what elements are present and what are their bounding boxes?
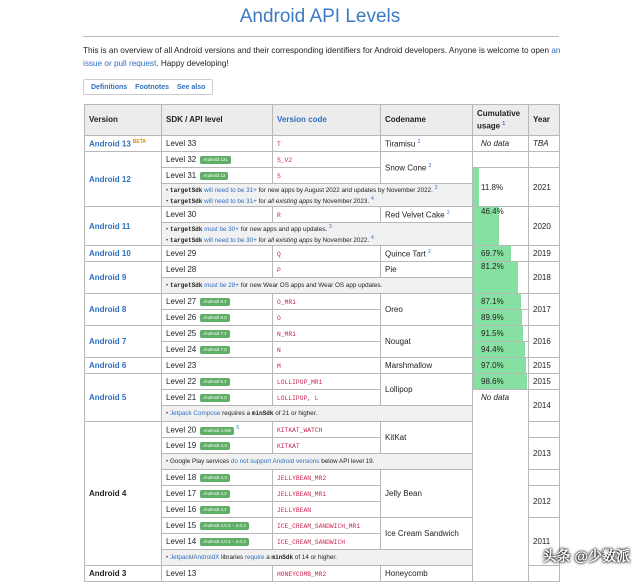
usage-value: No data: [481, 139, 510, 148]
sdk-cell: [162, 502, 273, 518]
version-code: JELLYBEAN_MR2: [277, 475, 327, 483]
header-cumulative: [473, 105, 529, 136]
code-cell: [273, 566, 381, 582]
tab-footnotes[interactable]: Footnotes: [135, 83, 169, 91]
level-label: Level 16: [166, 505, 197, 515]
version-badge: Android 4.0.3 – 4.0.4: [200, 522, 249, 530]
level-label: Level 13: [166, 569, 197, 579]
usage-cell: [473, 168, 529, 207]
usage-cell: [473, 358, 529, 374]
release-notes: [162, 550, 473, 566]
footnote-ref[interactable]: 2: [446, 209, 450, 216]
sdk-cell: [162, 374, 273, 390]
version-link[interactable]: Android 8: [85, 294, 162, 326]
level-label: Level 27: [166, 297, 197, 307]
note-text: requires a: [222, 410, 251, 418]
version-code: S_V2: [277, 157, 293, 164]
year-cell: [529, 470, 560, 486]
note-code: targetSdk: [169, 198, 203, 206]
usage-cell: [473, 390, 529, 582]
table-row: [85, 294, 560, 310]
codename: Snow Cone: [385, 163, 427, 173]
header-codename: Codename: [381, 105, 473, 136]
usage-cell: [473, 294, 529, 310]
codename: Tiramisu: [385, 139, 416, 149]
version-link[interactable]: Android 9: [85, 262, 162, 294]
usage-value: 97.0%: [481, 361, 504, 371]
code-cell: [273, 310, 381, 326]
version-code: S: [277, 173, 281, 180]
note-code: minSdk: [251, 410, 274, 418]
code-cell: [273, 486, 381, 502]
version-code: N_MR1: [277, 331, 296, 339]
release-notes: [162, 184, 473, 207]
version-link[interactable]: Android 10: [85, 246, 162, 262]
level-label: Level 20: [166, 425, 197, 435]
year-cell: 2016: [529, 326, 560, 358]
version-code: KITKAT: [277, 443, 300, 451]
usage-value: 91.5%: [481, 329, 504, 339]
version-badge: Android 4.4W: [200, 427, 234, 435]
release-notes: [162, 454, 473, 470]
version-code: LOLLIPOP_MR1: [277, 379, 323, 387]
watermark: 头条 @少数派: [542, 548, 630, 564]
level-label: Level 19: [166, 441, 197, 451]
footnote-ref[interactable]: 4: [370, 235, 374, 242]
sdk-cell: [162, 207, 273, 223]
table-row: [85, 246, 560, 262]
version-badge: Android 4.4: [200, 442, 230, 450]
version-label: Android 4: [85, 422, 162, 566]
sdk-cell: [162, 246, 273, 262]
table-header-row: [85, 105, 560, 136]
usage-cell: [473, 207, 529, 246]
code-cell: [273, 534, 381, 550]
sdk-cell: [162, 310, 273, 326]
version-label[interactable]: Android 13: [89, 139, 131, 149]
note-text: by November 2023.: [314, 198, 370, 206]
level-label: Level 21: [166, 393, 197, 403]
note-item: [166, 184, 468, 195]
version-link[interactable]: [85, 136, 162, 152]
version-badge: Android 5.0: [200, 394, 230, 402]
note-text: by November 2022.: [314, 237, 370, 245]
sdk-cell: [162, 422, 273, 438]
note-item: [166, 457, 468, 466]
sdk-cell: [162, 262, 273, 278]
header-cumulative-label: Cumulative usage: [477, 108, 521, 131]
year-cell: [529, 152, 560, 168]
sdk-cell: [162, 390, 273, 406]
version-link[interactable]: Android 6: [85, 358, 162, 374]
footnote-ref[interactable]: 3: [328, 224, 332, 231]
level-label: Level 22: [166, 377, 197, 387]
note-text: for: [258, 198, 266, 206]
code-cell: [273, 518, 381, 534]
level-label: Level 26: [166, 313, 197, 323]
note-text: libraries: [221, 554, 244, 562]
release-notes: [162, 406, 473, 422]
version-badge: Android 7.0: [200, 346, 230, 354]
usage-value: 69.7%: [481, 249, 504, 259]
code-cell: [273, 207, 381, 223]
year-cell: 2018: [529, 262, 560, 294]
codename-cell: [381, 207, 473, 223]
code-cell: [273, 246, 381, 262]
page-title: Android API Levels: [239, 6, 401, 27]
code-cell: [273, 326, 381, 342]
note-link[interactable]: Jetpack Compose: [169, 410, 221, 418]
year-cell: 2017: [529, 294, 560, 326]
code-cell: [273, 438, 381, 454]
usage-cell: [473, 326, 529, 342]
usage-value: 98.6%: [481, 377, 504, 387]
code-cell: [273, 358, 381, 374]
version-badge: Android 8.0: [200, 314, 230, 322]
usage-cell: [473, 152, 529, 168]
version-badge: Android 4.0.1 – 4.0.2: [200, 538, 249, 546]
level-label: Level 15: [166, 521, 197, 531]
usage-cell: [473, 136, 529, 152]
issue-link[interactable]: an issue or pull request: [83, 46, 561, 68]
sdk-cell: [162, 168, 273, 184]
codename: Quince Tart: [385, 249, 426, 259]
usage-value: 46.4%: [481, 207, 504, 217]
sdk-cell: [162, 326, 273, 342]
sdk-cell: [162, 566, 273, 582]
note-link[interactable]: must be 28+: [204, 282, 239, 290]
footnote-ref[interactable]: 1: [502, 120, 506, 127]
code-cell: [273, 470, 381, 486]
version-code: HONEYCOMB_MR2: [277, 571, 327, 579]
beta-badge: BETA: [132, 138, 147, 145]
level-label: Level 28: [166, 265, 197, 275]
year-cell: 2013: [529, 438, 560, 470]
year-cell: 2014: [529, 390, 560, 422]
version-badge: Android 4.1: [200, 506, 230, 514]
code-cell: [273, 168, 381, 184]
version-link[interactable]: Android 11: [85, 207, 162, 246]
table-row: [85, 262, 560, 278]
footnote-ref[interactable]: 2: [417, 138, 421, 145]
note-code: targetSdk: [169, 226, 203, 234]
version-badge: Android 8.1: [200, 298, 230, 306]
release-notes: [162, 223, 473, 246]
code-cell: [273, 136, 381, 152]
version-code: T: [277, 141, 281, 148]
intro-suffix: . Happy developing!: [156, 59, 229, 68]
year-cell: 2015: [529, 374, 560, 390]
year-cell: 2015: [529, 358, 560, 374]
note-link[interactable]: will need to be 31+: [204, 198, 257, 206]
note-text: below API level 19.: [321, 458, 375, 466]
sdk-cell: [162, 294, 273, 310]
level-label: Level 29: [166, 249, 197, 259]
version-code: N: [277, 347, 281, 355]
codename-cell: Jelly Bean: [381, 470, 473, 518]
codename-cell: Ice Cream Sandwich: [381, 518, 473, 550]
usage-value: 87.1%: [481, 297, 504, 307]
note-link[interactable]: will need to be 31+: [204, 187, 257, 195]
codename-cell: [381, 152, 473, 184]
version-link[interactable]: Android 5: [85, 374, 162, 422]
codename: Red Velvet Cake: [385, 210, 445, 220]
year-cell: 2020: [529, 207, 560, 246]
sdk-cell: [162, 152, 273, 168]
note-code: targetSdk: [169, 187, 203, 195]
version-badge: Android 4.3: [200, 474, 230, 482]
level-label: Level 31: [166, 171, 197, 180]
version-code: ICE_CREAM_SANDWICH_MR1: [277, 523, 361, 531]
usage-value: 11.8%: [481, 182, 504, 192]
note-link[interactable]: do not support Android versions: [230, 458, 320, 466]
api-levels-table: [84, 104, 560, 582]
year-cell: 2011: [529, 518, 560, 566]
version-code: M: [277, 363, 281, 371]
tab-see-also[interactable]: See also: [177, 83, 206, 91]
header-version-code[interactable]: Version code: [273, 105, 381, 136]
version-code: R: [277, 212, 281, 220]
level-label: Level 14: [166, 537, 197, 547]
version-label: Android 3: [85, 566, 162, 582]
code-cell: [273, 262, 381, 278]
note-text: for new apps by August 2022 and updates by November 2022.: [258, 187, 433, 195]
level-label: Level 24: [166, 345, 197, 355]
note-item: [166, 409, 468, 418]
note-link[interactable]: must be 30+: [204, 226, 239, 234]
level-label: Level 32: [166, 155, 197, 164]
version-badge: Android 5.1: [200, 378, 230, 386]
usage-cell: [473, 246, 529, 262]
version-code: O: [277, 315, 281, 323]
sdk-cell: [162, 358, 273, 374]
table-row: [85, 326, 560, 342]
version-link[interactable]: Android 7: [85, 326, 162, 358]
version-code: KITKAT_WATCH: [277, 427, 323, 435]
section-tabs: [83, 79, 213, 95]
level-label: Level 33: [166, 139, 197, 148]
version-code: JELLYBEAN: [277, 507, 312, 515]
version-badge: Android 12L: [200, 156, 231, 164]
codename: Pie: [385, 265, 397, 275]
sdk-cell: [162, 486, 273, 502]
note-text: of 14 or higher.: [294, 554, 337, 562]
usage-value: 81.2%: [481, 262, 504, 272]
header-version: Version: [85, 105, 162, 136]
code-cell: [273, 152, 381, 168]
year-cell: 2012: [529, 486, 560, 518]
table-row: [85, 207, 560, 223]
header-year: Year: [529, 105, 560, 136]
sdk-cell: [162, 470, 273, 486]
code-cell: [273, 390, 381, 406]
intro-paragraph: [83, 44, 563, 70]
header-sdk: SDK / API level: [162, 105, 273, 136]
tab-definitions[interactable]: Definitions: [91, 83, 128, 91]
note-text: for: [258, 237, 266, 245]
note-code: targetSdk: [169, 282, 203, 290]
note-item: [166, 234, 468, 245]
note-item: [166, 195, 468, 206]
release-notes: [162, 278, 473, 294]
level-label: Level 23: [166, 361, 197, 371]
note-link[interactable]: Jetpack: [169, 554, 192, 562]
year-cell: [529, 566, 560, 582]
sdk-cell: [162, 518, 273, 534]
code-cell: [273, 342, 381, 358]
note-text: of 21 or higher.: [275, 410, 318, 418]
codename-cell: [381, 262, 473, 278]
version-code: ICE_CREAM_SANDWICH: [277, 539, 346, 547]
note-code: minSdk: [271, 554, 294, 562]
version-code: LOLLIPOP, L: [277, 395, 319, 403]
footnote-ref[interactable]: 2: [428, 162, 432, 169]
codename-cell: Marshmallow: [381, 358, 473, 374]
codename-cell: Honeycomb: [381, 566, 473, 582]
sdk-cell: [162, 136, 273, 152]
note-text: for new Wear OS apps and Wear OS app updates.: [240, 282, 383, 290]
note-item: [166, 281, 468, 290]
version-badge: Android 7.1: [200, 330, 230, 338]
note-link[interactable]: require: [244, 554, 265, 562]
codename-cell: [381, 136, 473, 152]
version-code: O_MR1: [277, 299, 296, 307]
note-text: /: [191, 554, 194, 562]
version-code: JELLYBEAN_MR1: [277, 491, 327, 499]
sdk-cell: [162, 438, 273, 454]
year-cell: 2019: [529, 246, 560, 262]
usage-cell: [473, 262, 529, 294]
code-cell: [273, 422, 381, 438]
codename-cell: Lollipop: [381, 374, 473, 406]
version-badge: Android 12: [200, 172, 228, 180]
sdk-cell: [162, 534, 273, 550]
year-cell: 2021: [529, 168, 560, 207]
version-code: P: [277, 267, 281, 275]
code-cell: [273, 374, 381, 390]
usage-cell: [473, 342, 529, 358]
codename-cell: [381, 246, 473, 262]
version-badge: Android 4.2: [200, 490, 230, 498]
usage-value: 94.4%: [481, 345, 504, 355]
code-cell: [273, 294, 381, 310]
table-row: [85, 136, 560, 152]
codename-cell: Oreo: [381, 294, 473, 326]
note-emphasis: all existing apps: [267, 237, 313, 245]
level-label: Level 17: [166, 489, 197, 499]
note-emphasis: all existing apps: [267, 198, 313, 206]
footnote-ref[interactable]: 3: [434, 185, 438, 191]
title-divider: [83, 36, 559, 37]
footnote-ref[interactable]: 5: [236, 425, 240, 432]
version-code: Q: [277, 251, 281, 259]
usage-value: No data: [481, 393, 510, 403]
usage-cell: [473, 374, 529, 390]
footnote-ref[interactable]: 2: [428, 249, 431, 256]
note-text: for new apps and app updates.: [240, 226, 328, 234]
usage-cell: [473, 310, 529, 326]
note-text: a: [266, 554, 270, 562]
note-item: [166, 223, 468, 234]
note-link[interactable]: will need to be 30+: [204, 237, 257, 245]
version-link[interactable]: Android 12: [85, 152, 162, 207]
sdk-cell: [162, 342, 273, 358]
level-label: Level 25: [166, 329, 197, 339]
year-cell: [529, 422, 560, 438]
table-row: [85, 152, 560, 168]
usage-value: 89.9%: [481, 313, 504, 323]
level-label: Level 18: [166, 473, 197, 483]
table-row: [85, 358, 560, 374]
year-cell: TBA: [529, 136, 560, 152]
note-item: [166, 553, 468, 562]
level-label: Level 30: [166, 210, 197, 220]
codename-cell: Nougat: [381, 326, 473, 358]
note-code: targetSdk: [169, 237, 203, 245]
table-row: [85, 374, 560, 390]
intro-text: This is an overview of all Android versions and their corresponding identifiers for Android developers. Anyone is welcome to open: [83, 46, 550, 55]
code-cell: [273, 502, 381, 518]
footnote-ref[interactable]: 4: [370, 196, 374, 203]
note-link[interactable]: AndroidX: [193, 554, 220, 562]
note-text: Google Play services: [169, 458, 230, 466]
codename-cell: KitKat: [381, 422, 473, 454]
